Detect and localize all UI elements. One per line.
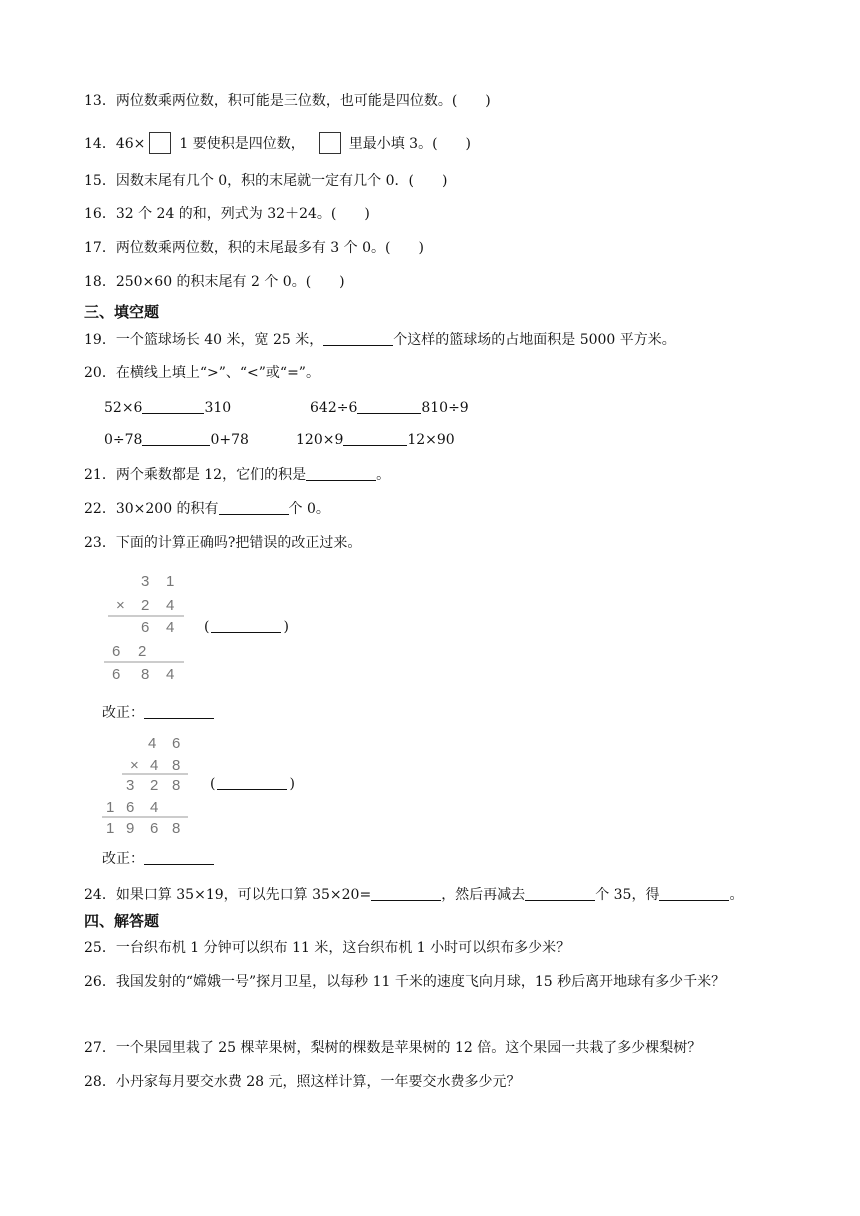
digit: 8 [172,777,181,794]
digit: 6 [112,643,121,660]
comparison-item [296,430,455,450]
digit: 2 [138,643,147,660]
answer-box[interactable] [149,132,171,154]
digit: 2 [141,597,150,614]
paren-open: ( [210,776,216,792]
expression-left: 52×6 [104,400,143,416]
digit: 3 [126,777,135,794]
answer-blank[interactable] [142,431,210,446]
answer-blank[interactable] [525,886,595,901]
question-text-part: 里最小填 3。( ) [348,136,472,152]
comparison-item [104,398,231,418]
digit: × [130,757,139,774]
answer-blank[interactable] [306,466,376,481]
question-text-part: 个这样的篮球场的占地面积是 5000 平方米。 [393,332,676,348]
question-24 [84,885,743,905]
question-text: 32 个 24 的和，列式为 32＋24。( ) [115,206,370,222]
question-text-part: 46× [115,136,146,152]
question-number: 23． [84,535,116,551]
question-23 [84,533,361,553]
expression-left: 120×9 [296,432,344,448]
answer-blank[interactable] [323,331,393,346]
digit: 6 [141,619,150,636]
answer-box[interactable] [319,132,341,154]
answer-blank[interactable] [217,775,287,790]
digit: 2 [150,777,159,794]
digit: 8 [141,666,150,683]
answer-blank[interactable] [357,399,421,414]
digit: 6 [126,799,135,816]
question-text-part: 。 [729,887,744,903]
digit: 4 [150,799,159,816]
question-number: 28． [84,1074,116,1090]
answer-blank[interactable] [142,399,204,414]
digit: 9 [126,820,135,837]
question-text: 下面的计算正确吗?把错误的改正过来。 [115,535,362,551]
question-text-part: 个 35，得 [595,887,660,903]
question-number: 24． [84,887,116,903]
section-heading-solve: 四、解答题 [84,912,160,930]
question-text-part: 两个乘数都是 12，它们的积是 [115,467,307,483]
question-number: 22． [84,501,116,517]
question-19 [84,330,676,350]
vertical-calculation-1 [100,566,200,684]
correction-label: 改正： [102,705,144,721]
question-text: 250×60 的积末尾有 2 个 0。( ) [115,274,345,290]
digit: 6 [150,820,159,837]
question-number: 27． [84,1040,116,1056]
answer-blank[interactable] [371,886,441,901]
digit: × [116,597,125,614]
paren-open: ( [204,619,210,635]
digit: 3 [141,573,150,590]
question-number: 20． [84,365,116,381]
question-16 [84,204,370,224]
question-15 [84,171,447,191]
answer-blank[interactable] [144,850,214,865]
digit: 1 [166,573,175,590]
question-text: 一台织布机 1 分钟可以织布 11 米，这台织布机 1 小时可以织布多少米？ [115,940,571,956]
question-21 [84,465,390,485]
answer-blank[interactable] [659,886,729,901]
correction-line-1 [102,703,214,723]
question-number: 18． [84,274,116,290]
comparison-item [104,430,249,450]
answer-blank[interactable] [219,500,289,515]
question-20 [84,363,320,383]
digit: 4 [166,597,175,614]
question-text-part: 如果口算 35×19，可以先口算 35×20= [115,887,372,903]
correction-label: 改正： [102,851,144,867]
question-25 [84,938,570,958]
expression-right: 12×90 [407,432,455,448]
comparison-item [310,398,469,418]
section-heading-fill-in: 三、填空题 [84,303,160,321]
question-number: 19． [84,332,116,348]
question-27 [84,1038,701,1058]
question-text: 在横线上填上“>”、“<”或“=”。 [115,365,320,381]
answer-blank[interactable] [211,618,281,633]
question-number: 14． [84,136,116,152]
question-text: 我国发射的“嫦娥一号”探月卫星，以每秒 11 千米的速度飞向月球，15 秒后离开地球有多少千米？ [115,974,726,990]
question-text-part: 30×200 的积有 [115,501,219,517]
question-17 [84,238,424,258]
digit: 4 [166,619,175,636]
question-number: 25． [84,940,116,956]
vertical-calculation-2 [100,730,200,838]
digit: 6 [112,666,121,683]
question-text-part: 个 0。 [288,501,330,517]
correction-line-2 [102,849,214,869]
digit: 4 [148,735,157,752]
question-text-part: 。 [376,467,391,483]
expression-right: 0+78 [210,432,249,448]
digit: 8 [172,820,181,837]
paren-close: ) [289,776,295,792]
judgement-answer-2 [210,774,295,794]
question-text: 两位数乘两位数，积的末尾最多有 3 个 0。( ) [115,240,424,256]
question-22 [84,499,330,519]
expression-left: 642÷6 [310,400,358,416]
paren-close: ) [283,619,289,635]
question-14 [84,132,471,154]
judgement-answer-1 [204,617,289,637]
question-number: 21． [84,467,116,483]
expression-right: 310 [204,400,232,416]
digit: 8 [172,757,181,774]
answer-blank[interactable] [343,431,407,446]
digit: 4 [150,757,159,774]
question-number: 15． [84,173,116,189]
question-text: 一个果园里栽了 25 棵苹果树，梨树的棵数是苹果树的 12 倍。这个果园一共栽了多少棵梨树？ [115,1040,702,1056]
question-number: 26． [84,974,116,990]
question-text-part: 1 要使积是四位数， [179,136,305,152]
question-text: 小丹家每月要交水费 28 元，照这样计算，一年要交水费多少元？ [115,1074,521,1090]
question-text: 两位数乘两位数，积可能是三位数，也可能是四位数。( ) [115,93,491,109]
answer-blank[interactable] [144,704,214,719]
question-text: 因数末尾有几个 0，积的末尾就一定有几个 0．( ) [115,173,448,189]
question-number: 16． [84,206,116,222]
question-13 [84,91,491,111]
question-26 [84,972,725,992]
question-28 [84,1072,521,1092]
digit: 1 [106,799,115,816]
question-text-part: ，然后再减去 [441,887,526,903]
question-number: 17． [84,240,116,256]
question-number: 13． [84,93,116,109]
digit: 6 [172,735,181,752]
digit: 4 [166,666,175,683]
expression-right: 810÷9 [421,400,469,416]
question-18 [84,272,345,292]
expression-left: 0÷78 [104,432,143,448]
digit: 1 [106,820,115,837]
question-text-part: 一个篮球场长 40 米，宽 25 米， [115,332,324,348]
